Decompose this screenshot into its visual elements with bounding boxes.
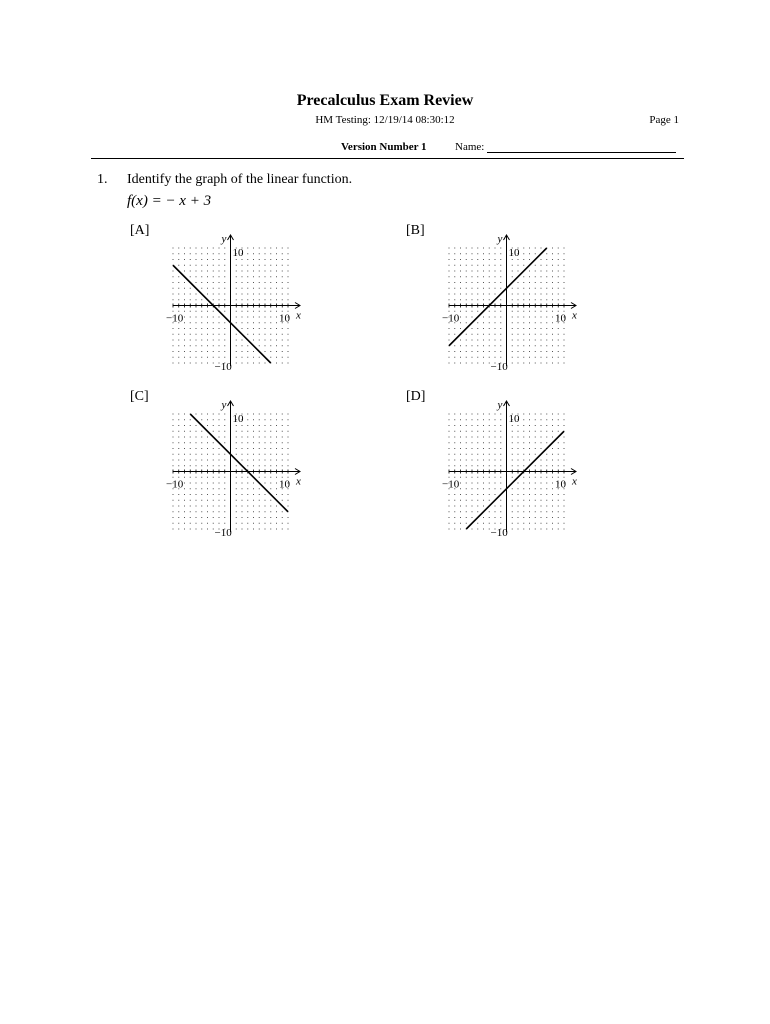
x-max-label: 10 xyxy=(555,478,566,491)
option-graph-d xyxy=(439,399,589,539)
x-min-label: −10 xyxy=(442,478,460,491)
graph-line-c xyxy=(190,414,288,512)
question-text: Identify the graph of the linear function. xyxy=(127,172,353,187)
x-axis-ticks xyxy=(449,470,564,474)
x-axis-label: x xyxy=(572,309,577,322)
y-axis-label: y xyxy=(221,399,227,411)
option-graph-a xyxy=(163,233,313,373)
option-label-a: [A] xyxy=(130,223,150,238)
y-min-label: −10 xyxy=(490,361,508,373)
y-min-label: −10 xyxy=(214,527,232,539)
name-field-line xyxy=(487,152,676,153)
x-max-label: 10 xyxy=(555,312,566,325)
x-axis-ticks xyxy=(173,470,288,474)
x-min-label: −10 xyxy=(166,478,184,491)
graph-line-b xyxy=(449,248,547,346)
y-axis-label: y xyxy=(497,233,503,245)
y-axis-label: y xyxy=(497,399,503,411)
x-min-label: −10 xyxy=(442,312,460,325)
x-axis-label: x xyxy=(572,475,577,488)
x-axis-label: x xyxy=(296,309,301,322)
x-max-label: 10 xyxy=(279,478,290,491)
graph-line-d xyxy=(466,431,564,529)
document-title: Precalculus Exam Review xyxy=(296,92,474,109)
x-axis-label: x xyxy=(296,475,301,488)
question-function: f(x) = − x + 3 xyxy=(127,193,212,209)
name-label: Name: xyxy=(455,141,485,153)
x-axis-ticks xyxy=(173,304,288,308)
y-max-label: 10 xyxy=(508,413,520,425)
option-graph-b xyxy=(439,233,589,373)
graph-line-a xyxy=(173,265,271,363)
y-max-label: 10 xyxy=(232,247,244,259)
option-label-d: [D] xyxy=(406,389,426,404)
option-label-c: [C] xyxy=(130,389,149,404)
x-axis-ticks xyxy=(449,304,564,308)
question-number: 1. xyxy=(97,172,108,187)
page-number: Page 1 xyxy=(649,114,679,126)
y-axis-label: y xyxy=(221,233,227,245)
testing-info: HM Testing: 12/19/14 08:30:12 xyxy=(315,114,455,126)
y-min-label: −10 xyxy=(490,527,508,539)
header-rule xyxy=(91,158,684,159)
x-min-label: −10 xyxy=(166,312,184,325)
x-max-label: 10 xyxy=(279,312,290,325)
version-number: Version Number 1 xyxy=(341,141,427,153)
option-label-b: [B] xyxy=(406,223,425,238)
option-graph-c xyxy=(163,399,313,539)
y-min-label: −10 xyxy=(214,361,232,373)
y-max-label: 10 xyxy=(232,413,244,425)
y-max-label: 10 xyxy=(508,247,520,259)
